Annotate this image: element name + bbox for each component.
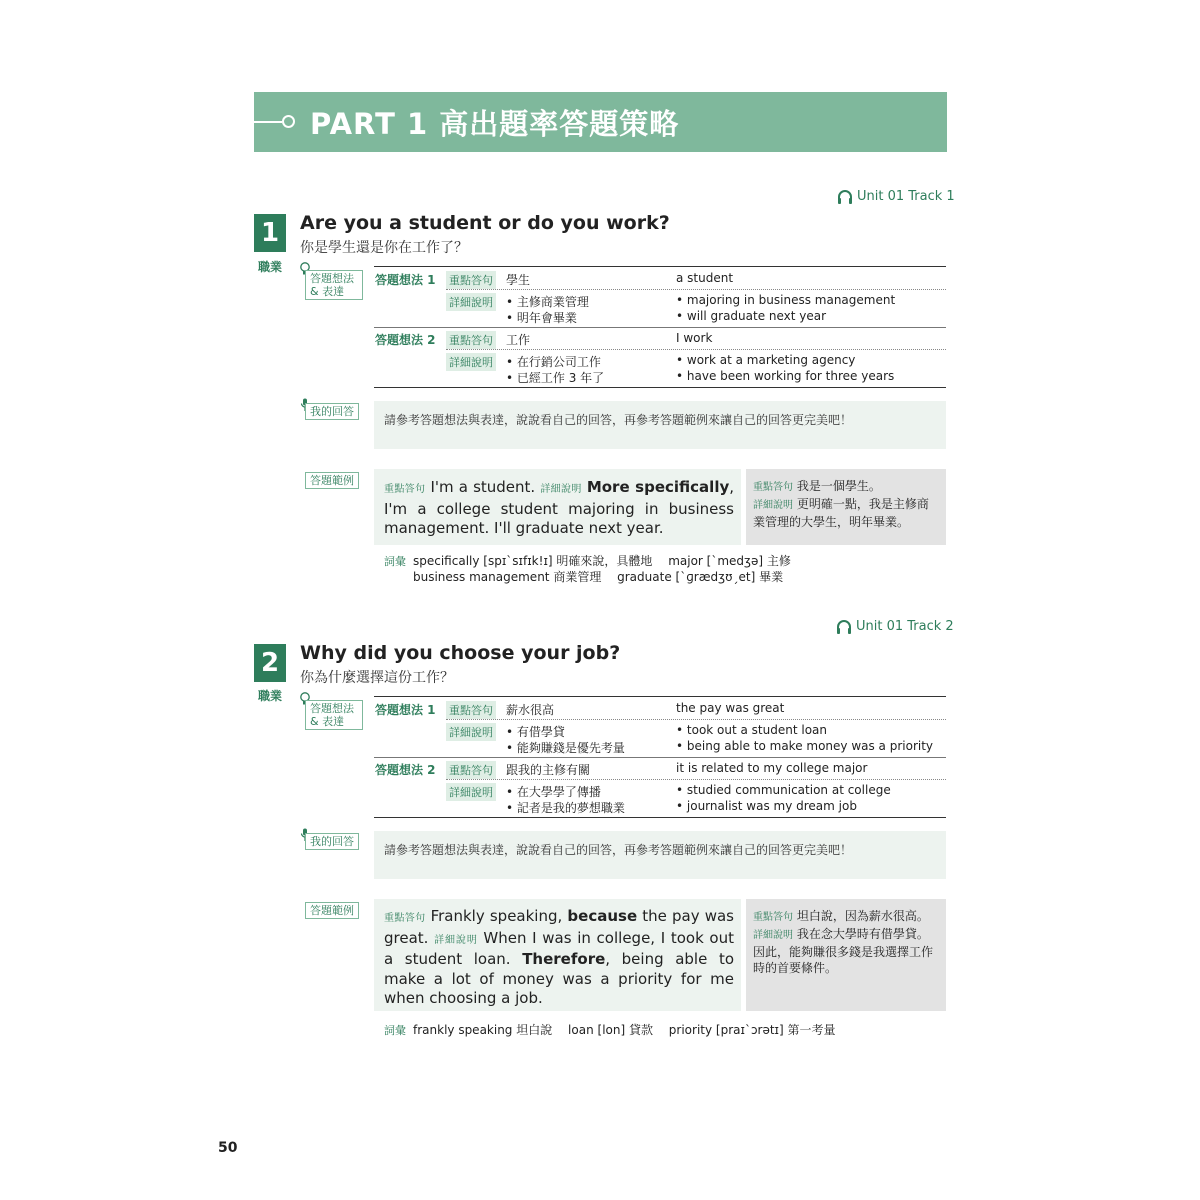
key-sentence-chip: 重點答句 (446, 761, 496, 779)
approach-1-key-en: the pay was great (676, 701, 785, 715)
question-number-badge: 1 (254, 214, 286, 252)
sample-en-text: Frankly speaking, (430, 907, 568, 925)
sample-en-text: , being able to make a lot of money was a priority for me when choosing a job. (384, 950, 734, 1007)
my-answer-prompt: 請參考答題想法與表達，說說看自己的回答，再參考答題範例來讓自己的回答更完美吧！ (384, 843, 853, 857)
key-sentence-chip: 重點答句 (446, 331, 496, 349)
sample-answer-zh-box (746, 469, 946, 545)
track-label-2[interactable] (836, 619, 954, 634)
sample-answer-zh (753, 908, 939, 976)
key-sentence-marker: 重點答句 (753, 912, 793, 923)
approach-2-detail-en-2: • journalist was my dream job (676, 799, 857, 813)
track-text: Unit 01 Track 1 (857, 189, 955, 204)
sample-answer-tag: 答題範例 (305, 902, 359, 919)
vocab-line-1: frankly speaking 坦白說 loan [lon] 貸款 priority [praɪˋɔrətɪ] 第一考量 (413, 1023, 836, 1037)
sample-en-text: the pay was great. (384, 907, 734, 947)
approach-1-key-zh: 學生 (506, 273, 531, 287)
approach-2-detail-en-1: • work at a marketing agency (676, 353, 856, 367)
sample-zh-detail: 我在念大學時有借學貸。因此，能夠賺很多錢是我選擇工作時的首要條件。 (753, 927, 934, 975)
question-zh: 你是學生還是你在工作了？ (300, 240, 468, 256)
sample-en-text: , I'm a college student majoring in business management. I'll graduate next year. (384, 478, 735, 537)
detail-chip: 詳細說明 (446, 353, 496, 371)
my-answer-box[interactable] (374, 401, 946, 449)
approach-2-detail-zh-2: • 記者是我的夢想職業 (506, 801, 625, 815)
sample-answer-en (384, 478, 734, 539)
approach-tag-line2: & 表達 (310, 285, 345, 298)
sample-answer-en-box (374, 899, 741, 1011)
table-bottom-rule (374, 387, 946, 388)
approach-1-detail-en-1: • took out a student loan (676, 723, 828, 737)
table-top-rule (374, 266, 946, 267)
part-banner (254, 92, 947, 152)
table-bottom-rule (374, 817, 946, 818)
dotted-rule (446, 349, 946, 350)
sample-answer-zh-box (746, 899, 946, 1011)
approach-2-key-en: it is related to my college major (676, 761, 868, 775)
approach-2-label: 答題想法 2 (375, 333, 436, 347)
sample-answer-tag: 答題範例 (305, 472, 359, 489)
vocab-tag: 詞彙 (384, 555, 406, 568)
dotted-rule (446, 779, 946, 780)
sample-en-text: I'm a student. (430, 478, 536, 496)
banner-title: PART 1 高出題率答題策略 (310, 107, 680, 141)
approach-1-detail-zh-1: • 主修商業管理 (506, 295, 589, 309)
approach-1-key-zh: 薪水很高 (506, 703, 555, 717)
detail-chip: 詳細說明 (446, 293, 496, 311)
headphones-icon (836, 620, 852, 634)
table-top-rule (374, 696, 946, 697)
approach-1-label: 答題想法 1 (375, 273, 436, 287)
my-answer-tag: 我的回答 (305, 403, 359, 420)
detail-chip: 詳細說明 (446, 723, 496, 741)
banner-circle-decoration (282, 115, 295, 128)
detail-marker: 詳細說明 (753, 930, 793, 941)
table-mid-rule (374, 327, 946, 328)
headphones-icon (837, 190, 853, 204)
vocab-tag: 詞彙 (384, 1024, 406, 1037)
sample-en-text: When I was in college, I took out a student loan. (384, 928, 734, 968)
track-label-1[interactable] (837, 189, 955, 204)
sample-zh-key: 我是一個學生。 (796, 479, 881, 493)
approach-2-detail-zh-1: • 在大學學了傳播 (506, 785, 601, 799)
sample-zh-key: 坦白說，因為薪水很高。 (796, 909, 929, 923)
question-category: 職業 (258, 689, 283, 703)
question-number-badge: 2 (254, 644, 286, 682)
approach-1-detail-zh-2: • 能夠賺錢是優先考量 (506, 741, 625, 755)
detail-marker: 詳細說明 (753, 500, 793, 511)
question-zh: 你為什麼選擇這份工作？ (300, 670, 454, 686)
approach-2-label: 答題想法 2 (375, 763, 436, 777)
key-sentence-marker: 重點答句 (384, 913, 426, 924)
vocab-line-1: specifically [spɪˋsɪfɪk!ɪ] 明確來說，具體地 major [ˋmedʒə] 主修 (413, 554, 791, 568)
detail-marker: 詳細說明 (434, 934, 478, 946)
sample-en-bold: More specifically (586, 478, 730, 496)
sample-en-bold: because (567, 907, 638, 925)
dotted-rule (446, 719, 946, 720)
sample-zh-detail: 更明確一點，我是主修商業管理的大學生，明年畢業。 (753, 497, 929, 529)
my-answer-tag: 我的回答 (305, 833, 359, 850)
approach-1-detail-en-2: • will graduate next year (676, 309, 827, 323)
approach-2-detail-en-1: • studied communication at college (676, 783, 891, 797)
approach-1-label: 答題想法 1 (375, 703, 436, 717)
approach-tag-line2: & 表達 (310, 715, 345, 728)
dotted-rule (446, 289, 946, 290)
sample-en-bold: Therefore (522, 950, 606, 968)
approach-2-detail-en-2: • have been working for three years (676, 369, 895, 383)
sample-answer-zh (753, 478, 939, 530)
approach-2-key-en: I work (676, 331, 713, 345)
approach-tag (305, 270, 363, 300)
question-en: Why did you choose your job? (300, 642, 621, 664)
detail-chip: 詳細說明 (446, 783, 496, 801)
approach-1-detail-zh-2: • 明年會畢業 (506, 311, 577, 325)
key-sentence-marker: 重點答句 (753, 482, 793, 493)
sample-answer-en-box (374, 469, 741, 545)
banner-line-decoration (254, 121, 282, 123)
track-text: Unit 01 Track 2 (856, 619, 954, 634)
key-sentence-marker: 重點答句 (384, 484, 426, 495)
approach-2-detail-zh-2: • 已經工作 3 年了 (506, 371, 605, 385)
approach-2-detail-zh-1: • 在行銷公司工作 (506, 355, 601, 369)
approach-1-detail-en-2: • being able to make money was a priority (676, 739, 934, 753)
my-answer-box[interactable] (374, 831, 946, 879)
key-sentence-chip: 重點答句 (446, 701, 496, 719)
approach-tag-line1: 答題想法 (310, 272, 354, 285)
approach-1-detail-zh-1: • 有借學貸 (506, 725, 565, 739)
table-mid-rule (374, 757, 946, 758)
approach-tag-line1: 答題想法 (310, 702, 354, 715)
approach-2-key-zh: 工作 (506, 333, 531, 347)
question-en: Are you a student or do you work? (300, 212, 670, 234)
key-sentence-chip: 重點答句 (446, 271, 496, 289)
vocab-line-2: business management 商業管理 graduate [ˋɡrædʒʊˏet] 畢業 (413, 570, 784, 584)
page-number: 50 (218, 1140, 238, 1156)
approach-1-detail-en-1: • majoring in business management (676, 293, 896, 307)
approach-tag (305, 700, 363, 730)
question-category: 職業 (258, 260, 283, 274)
approach-1-key-en: a student (676, 271, 734, 285)
approach-2-key-zh: 跟我的主修有關 (506, 763, 591, 777)
detail-marker: 詳細說明 (540, 484, 582, 495)
sample-answer-en (384, 907, 734, 1009)
my-answer-prompt: 請參考答題想法與表達，說說看自己的回答，再參考答題範例來讓自己的回答更完美吧！ (384, 413, 853, 427)
